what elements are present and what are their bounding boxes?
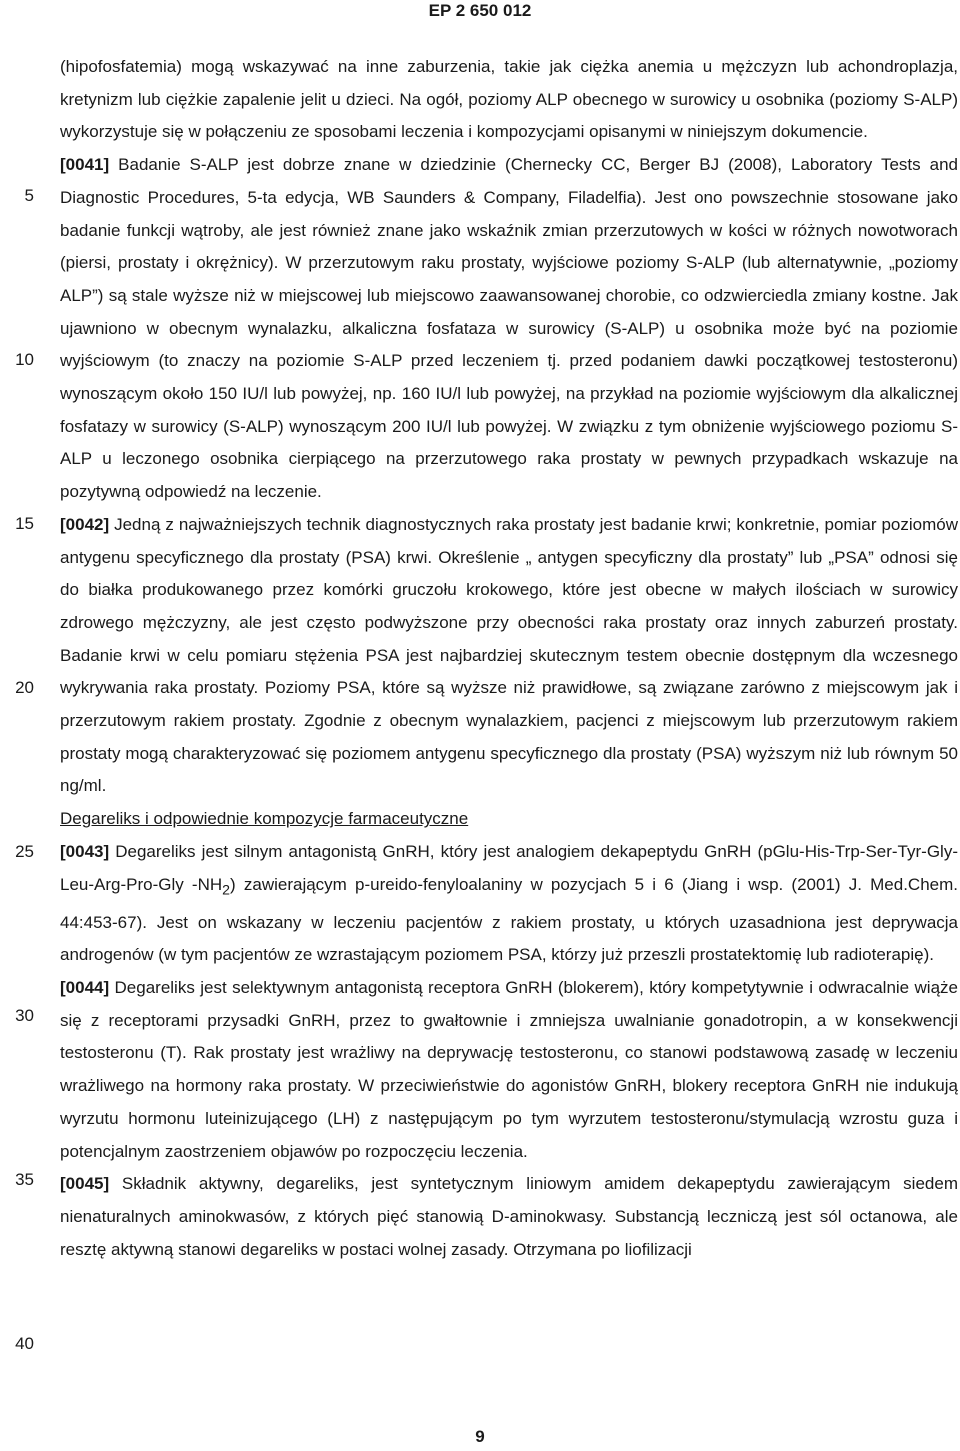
line-number: 10	[15, 350, 34, 369]
line-number: 35	[15, 1170, 34, 1189]
paragraph-text: Składnik aktywny, degareliks, jest syntetycznym liniowym amidem dekapeptydu zawierającym siedem nienaturalnych aminokwasów, z których pięć stanowią D-aminokwasy. Substancją leczniczą jest sól octanowa, ale resztę aktywną stanowi degareliks w postaci wolnej zasady. Otrzymana po liofilizacji	[60, 1174, 958, 1259]
publication-number: EP 2 650 012	[428, 1, 532, 20]
paragraph-number: [0044]	[60, 978, 110, 998]
paragraph-text: Degareliks jest silnym antagonistą GnRH, który jest analogiem dekapeptydu GnRH (pGlu-His-Trp-Ser-Tyr-Gly-Leu-Arg-Pro-Gly -NH	[60, 841, 958, 894]
paragraph-0042	[60, 509, 958, 803]
line-number: 25	[15, 842, 34, 861]
paragraph-number: [0042]	[60, 514, 110, 534]
line-number: 20	[15, 678, 34, 697]
paragraph-0043	[60, 836, 958, 972]
paragraph-0044	[60, 972, 958, 1168]
page-number: 9	[475, 1427, 485, 1446]
paragraph-number: [0045]	[60, 1174, 110, 1194]
paragraph-0045	[60, 1168, 958, 1266]
line-number-margin	[0, 0, 34, 1451]
subscript: 2	[222, 881, 231, 898]
paragraph-text: Jedną z najważniejszych technik diagnostycznych raka prostaty jest badanie krwi; konkretnie, pomiar poziomów antygenu specyficznego dla prostaty (PSA) krwi. Określenie „ antygen specyficzny dla prostaty” lub „PSA” odnosi się do białka produkowanego przez komórki gruczołu krokowego, które jest obecne w małych ilościach w surowicy zdrowego mężczyzny, ale jest często podwyższone przy obecności raka prostaty oraz innych zaburzeń prostaty. Badanie krwi w celu pomiaru stężenia PSA jest najbardziej skutecznym testem obecnie dostępnym dla wczesnego wykrywania raka prostaty. Poziomy PSA, które są wyższe niż prawidłowe, są związane zarówno z miejscowym jak i przerzutowym rakiem prostaty. Zgodnie z obecnym wynalazkiem, pacjenci z miejscowym lub przerzutowym rakiem prostaty mogą charakteryzować się poziomem antygenu specyficznego dla prostaty (PSA) wyższym niż lub równym 50 ng/ml.	[60, 514, 958, 796]
paragraph-0041	[60, 149, 958, 509]
line-number: 40	[15, 1334, 34, 1353]
paragraph-text: Badanie S-ALP jest dobrze znane w dziedzinie (Chernecky CC, Berger BJ (2008), Laboratory Tests and Diagnostic Procedures, 5-ta edycja, WB Saunders & Company, Filadelfia). Jest ono powszechnie stosowane jako badanie funkcji wątroby, ale jest również znane jako wskaźnik zmian przerzutowych w kości w różnych nowotworach (piersi, prostaty i okrężnicy). W przerzutowym raku prostaty, wyjściowe poziomy S-ALP (lub alternatywnie, „poziomy ALP”) są stale wyższe niż w miejscowej lub miejscowo zaawansowanej chorobie, co odzwierciedla zmiany kostne. Jak ujawniono w obecnym wynalazku, alkaliczna fosfataza w surowicy (S-ALP) u osobnika może być na poziomie wyjściowym (to znaczy na poziomie S-ALP przed leczeniem tj. przed podaniem dawki początkowej testosteronu) wynoszącym około 150 IU/l lub powyżej, np. 160 IU/l lub powyżej, na przykład na poziomie wyjściowym dla alkalicznej fosfatazy w surowicy (S-ALP) wynoszącym 200 IU/l lub powyżej. W związku z tym obniżenie wyjściowego poziomu S-ALP u leczonego osobnika cierpiącego na przerzutowego raka prostaty w pewnych przypadkach wskazuje na pozytywną odpowiedź na leczenie.	[60, 155, 958, 502]
paragraph-continuation: (hipofosfatemia) mogą wskazywać na inne zaburzenia, takie jak ciężka anemia u mężczyzn lub achondroplazja, kretynizm lub ciężkie zapalenie jelit u dzieci. Na ogół, poziomy ALP obecnego w surowicy u osobnika (poziomy S-ALP) wykorzystuje się w połączeniu ze sposobami leczenia i kompozycjami opisanymi w niniejszym dokumencie.	[60, 57, 958, 142]
line-number: 5	[24, 186, 34, 205]
paragraph-text: ) zawierającym p-ureido-fenyloalaniny w pozycjach 5 i 6 (Jiang i wsp. (2001) J. Med.Chem. 44:453-67). Jest on wskazany w leczeniu pacjentów z rakiem prostaty, u których uzasadniona jest deprywacja androgenów (w tym pacjentów ze wzrastającym poziomem PSA, którzy już przeszli prostatektomię lub radioterapię).	[60, 874, 958, 965]
paragraph-text: Degareliks jest selektywnym antagonistą receptora GnRH (blokerem), który kompetytywnie i odwracalnie wiąże się z receptorami przysadki GnRH, przez to gwałtownie i zmniejsza uwalnianie gonadotropin, a w konsekwencji testosteronu (T). Rak prostaty jest wrażliwy na deprywację testosteronu, co stanowi podstawową zasadę w leczeniu wrażliwego na hormony raka prostaty. W przeciwieństwie do agonistów GnRH, blokery receptora GnRH nie indukują wyrzutu hormonu luteinizującego (LH) z następującym po tym wyrzutem testosteronu/stymulacją wzrostu guza i potencjalnym zaostrzeniem objawów po rozpoczęciu leczenia.	[60, 978, 958, 1161]
line-number: 30	[15, 1006, 34, 1025]
line-number: 15	[15, 514, 34, 533]
paragraph-number: [0041]	[60, 155, 110, 175]
paragraph-number: [0043]	[60, 841, 110, 861]
section-heading: Degareliks i odpowiednie kompozycje farmaceutyczne	[60, 809, 469, 829]
document-body	[60, 51, 958, 1266]
